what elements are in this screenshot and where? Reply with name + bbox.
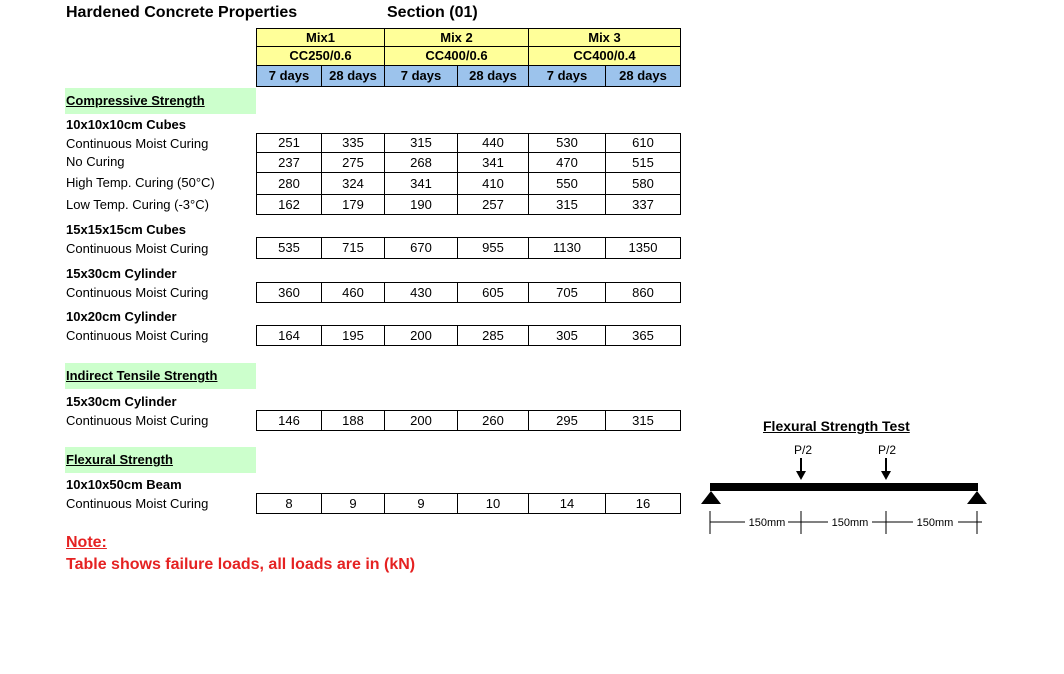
diagram-title: Flexural Strength Test [763, 418, 910, 434]
data-cell: 315 [528, 194, 606, 215]
data-cell: 179 [321, 194, 385, 215]
support-right-icon [967, 491, 987, 504]
data-cell: 530 [528, 133, 606, 153]
mix1-code: CC250/0.6 [256, 46, 385, 66]
mix3-code: CC400/0.4 [528, 46, 681, 66]
data-cell: 580 [605, 172, 681, 195]
page-title: Hardened Concrete Properties [66, 4, 298, 21]
age-header: 7 days [256, 65, 322, 87]
data-cell: 1130 [528, 237, 606, 259]
age-header: 28 days [321, 65, 385, 87]
data-cell: 280 [256, 172, 322, 195]
data-cell: 430 [384, 282, 458, 303]
data-cell: 9 [321, 493, 385, 514]
data-cell: 715 [321, 237, 385, 259]
age-header: 7 days [528, 65, 606, 87]
data-cell: 470 [528, 152, 606, 173]
beam [710, 483, 978, 491]
data-cell: 257 [457, 194, 529, 215]
age-header: 28 days [605, 65, 681, 87]
data-cell: 285 [457, 325, 529, 346]
dimension-label: 150mm [831, 517, 869, 529]
data-cell: 146 [256, 410, 322, 431]
data-cell: 365 [605, 325, 681, 346]
row-label: Continuous Moist Curing [66, 328, 209, 343]
row-label: No Curing [66, 154, 125, 169]
data-cell: 460 [321, 282, 385, 303]
subheading-10cm-cubes: 10x10x10cm Cubes [66, 117, 186, 132]
section-indirect-tensile-strength: Indirect Tensile Strength [65, 363, 256, 389]
data-cell: 337 [605, 194, 681, 215]
data-cell: 295 [528, 410, 606, 431]
load-arrow-left-icon [796, 458, 806, 480]
row-label: Continuous Moist Curing [66, 241, 209, 256]
subheading-beam: 10x10x50cm Beam [66, 477, 182, 492]
dimension-label: 150mm [916, 517, 954, 529]
note-text: Table shows failure loads, all loads are in (kN) [66, 556, 416, 573]
data-cell: 195 [321, 325, 385, 346]
subheading-15x30-cylinder: 15x30cm Cylinder [66, 394, 177, 409]
load-arrow-right-icon [881, 458, 891, 480]
data-cell: 1350 [605, 237, 681, 259]
data-cell: 237 [256, 152, 322, 173]
data-cell: 670 [384, 237, 458, 259]
subheading-10x20-cylinder: 10x20cm Cylinder [66, 309, 177, 324]
data-cell: 705 [528, 282, 606, 303]
data-cell: 610 [605, 133, 681, 153]
data-cell: 341 [457, 152, 529, 173]
mix2-name: Mix 2 [384, 28, 529, 47]
data-cell: 324 [321, 172, 385, 195]
data-cell: 200 [384, 410, 458, 431]
section-compressive-strength: Compressive Strength [65, 88, 256, 114]
note-heading: Note: [66, 534, 107, 551]
data-cell: 9 [384, 493, 458, 514]
data-cell: 315 [384, 133, 458, 153]
row-label: Continuous Moist Curing [66, 136, 209, 151]
data-cell: 275 [321, 152, 385, 173]
dimension-label: 150mm [748, 517, 786, 529]
data-cell: 335 [321, 133, 385, 153]
data-cell: 251 [256, 133, 322, 153]
age-header: 7 days [384, 65, 458, 87]
data-cell: 8 [256, 493, 322, 514]
flexural-test-diagram [690, 440, 1000, 545]
data-cell: 515 [605, 152, 681, 173]
data-cell: 305 [528, 325, 606, 346]
data-cell: 200 [384, 325, 458, 346]
data-cell: 341 [384, 172, 458, 195]
data-cell: 162 [256, 194, 322, 215]
data-cell: 164 [256, 325, 322, 346]
load-label-right: P/2 [877, 443, 897, 457]
data-cell: 188 [321, 410, 385, 431]
section-flexural-strength: Flexural Strength [65, 447, 256, 473]
mix1-name: Mix1 [256, 28, 385, 47]
support-left-icon [701, 491, 721, 504]
row-label: High Temp. Curing (50°C) [66, 175, 215, 190]
subheading-15cm-cubes: 15x15x15cm Cubes [66, 222, 186, 237]
section-label: Section (01) [387, 4, 478, 21]
data-cell: 190 [384, 194, 458, 215]
mix3-name: Mix 3 [528, 28, 681, 47]
data-cell: 14 [528, 493, 606, 514]
data-cell: 860 [605, 282, 681, 303]
row-label: Low Temp. Curing (-3°C) [66, 197, 209, 212]
row-label: Continuous Moist Curing [66, 285, 209, 300]
data-cell: 16 [605, 493, 681, 514]
data-cell: 260 [457, 410, 529, 431]
data-cell: 955 [457, 237, 529, 259]
mix2-code: CC400/0.6 [384, 46, 529, 66]
data-cell: 410 [457, 172, 529, 195]
data-cell: 605 [457, 282, 529, 303]
data-cell: 315 [605, 410, 681, 431]
data-cell: 440 [457, 133, 529, 153]
data-cell: 550 [528, 172, 606, 195]
data-cell: 360 [256, 282, 322, 303]
data-cell: 535 [256, 237, 322, 259]
row-label: Continuous Moist Curing [66, 413, 209, 428]
data-cell: 268 [384, 152, 458, 173]
data-cell: 10 [457, 493, 529, 514]
row-label: Continuous Moist Curing [66, 496, 209, 511]
subheading-15x30-cylinder: 15x30cm Cylinder [66, 266, 177, 281]
load-label-left: P/2 [793, 443, 813, 457]
age-header: 28 days [457, 65, 529, 87]
